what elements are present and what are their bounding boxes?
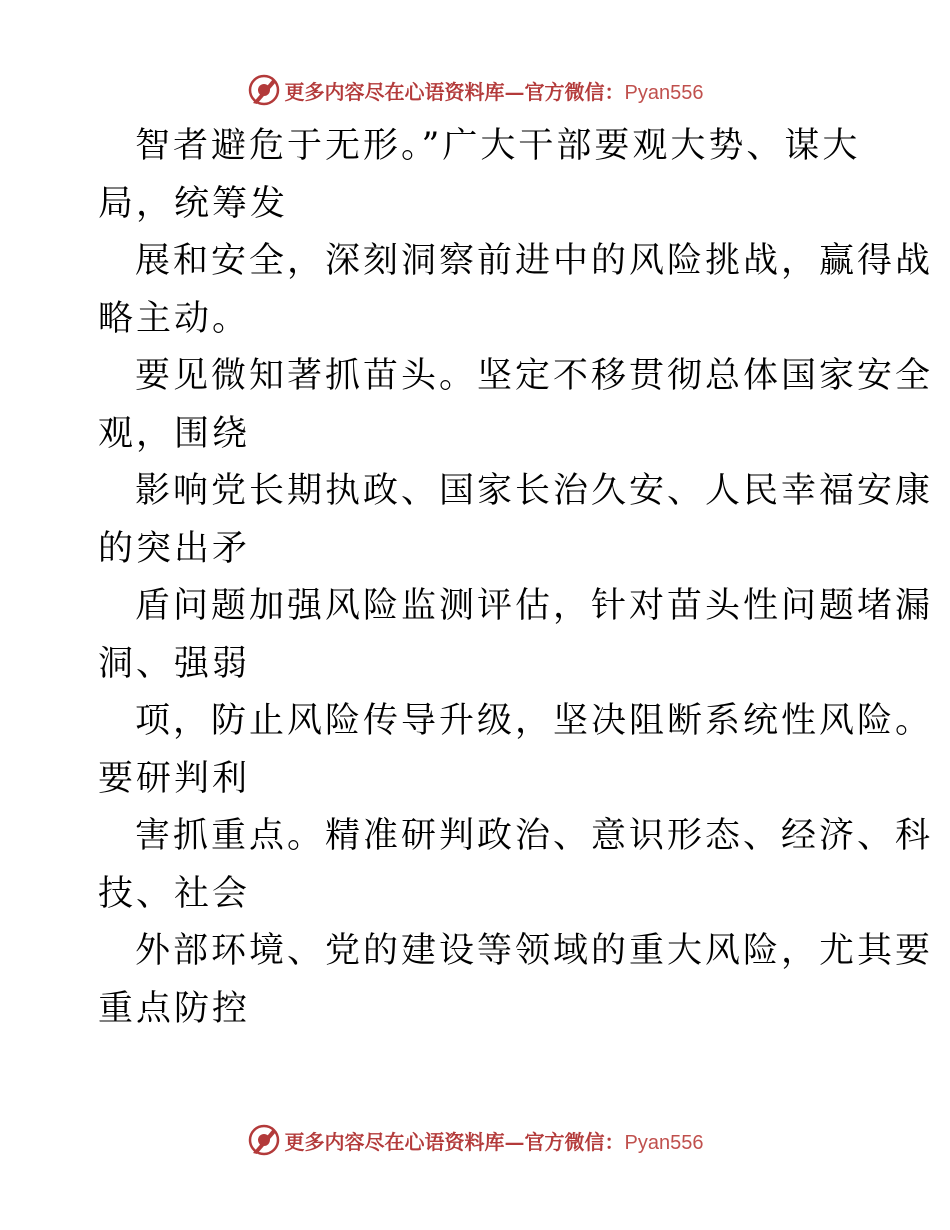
text-line: 局，统筹发 — [98, 183, 289, 224]
header-banner-main: 更多内容尽在心语资料库 — [284, 79, 505, 104]
text-line: 项，防止风险传导升级，坚决阻断系统性风险。 — [135, 701, 934, 741]
text-line: 外部环境、党的建设等领域的重大风险，尤其要 — [135, 931, 934, 971]
text-line: 重点防控 — [98, 988, 251, 1029]
header-wechat-id: Pyan556 — [624, 81, 704, 104]
text-line: 的突出矛 — [98, 528, 251, 569]
document-body — [98, 118, 934, 1038]
quill-pen-seal-icon — [247, 1123, 281, 1157]
header-banner-text — [285, 76, 704, 105]
text-line: 要研判利 — [98, 758, 251, 799]
footer-banner-text — [285, 1126, 704, 1155]
text-line: 要见微知著抓苗头。坚定不移贯彻总体国家安全 — [135, 356, 934, 396]
text-line: 盾问题加强风险监测评估，针对苗头性问题堵漏 — [135, 586, 934, 626]
text-line: 技、社会 — [98, 873, 251, 914]
text-line: 略主动。 — [98, 298, 251, 339]
text-line: 展和安全，深刻洞察前进中的风险挑战，赢得战 — [135, 241, 934, 281]
footer-banner-main: 更多内容尽在心语资料库 — [284, 1129, 505, 1154]
text-line: 害抓重点。精准研判政治、意识形态、经济、科 — [135, 816, 934, 856]
header-banner-separator: —官方微信： — [504, 79, 625, 104]
text-line: 洞、强弱 — [98, 643, 251, 684]
text-line: 智者避危于无形。”广大干部要观大势、谋大 — [135, 126, 861, 166]
text-line: 观，围绕 — [98, 413, 251, 454]
footer-banner — [0, 1120, 950, 1160]
text-line: 影响党长期执政、国家长治久安、人民幸福安康 — [135, 471, 934, 511]
header-banner — [0, 70, 950, 110]
footer-wechat-id: Pyan556 — [624, 1131, 704, 1154]
footer-banner-separator: —官方微信： — [504, 1129, 625, 1154]
quill-pen-seal-icon — [247, 73, 281, 107]
